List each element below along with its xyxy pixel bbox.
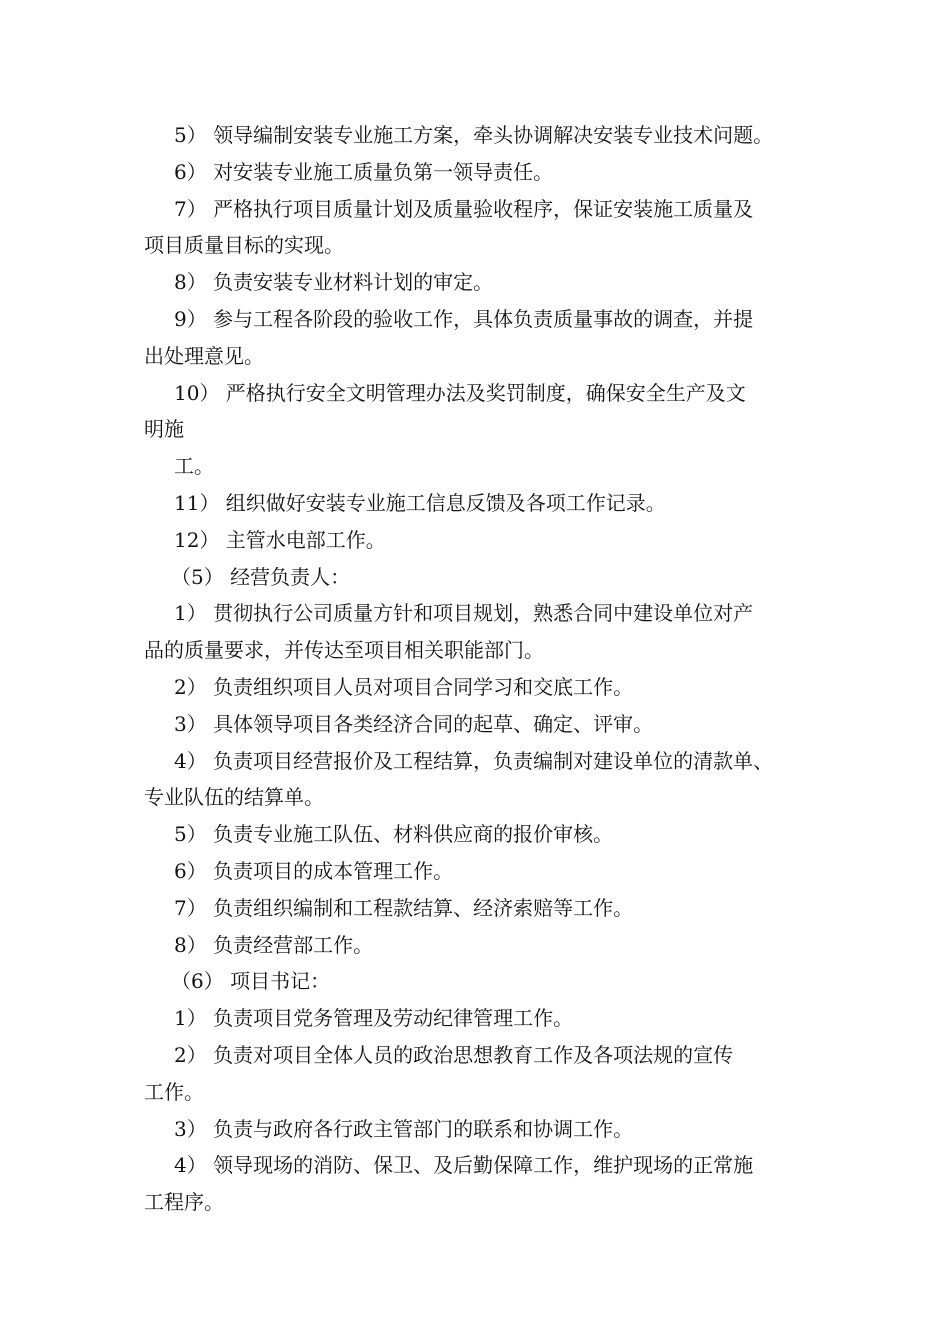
text-line: 2） 负责对项目全体人员的政治思想教育工作及各项法规的宣传 <box>174 1042 734 1067</box>
text-line: 3） 负责与政府各行政主管部门的联系和协调工作。 <box>174 1116 634 1141</box>
text-line: 工。 <box>174 454 214 479</box>
text-line: 6） 对安装专业施工质量负第一领导责任。 <box>174 159 554 184</box>
text-line: 工作。 <box>144 1079 204 1104</box>
text-line: 1） 贯彻执行公司质量方针和项目规划，熟悉合同中建设单位对产 <box>174 601 754 626</box>
text-line: 7） 严格执行项目质量计划及质量验收程序，保证安装施工质量及 <box>174 196 754 221</box>
text-line: 8） 负责经营部工作。 <box>174 932 374 957</box>
text-line: 品的质量要求，并传达至项目相关职能部门。 <box>144 638 544 663</box>
text-line: 出处理意见。 <box>144 343 264 368</box>
text-line: 1） 负责项目党务管理及劳动纪律管理工作。 <box>174 1006 574 1031</box>
text-line: （5） 经营负责人： <box>171 564 351 589</box>
text-line: 明施 <box>144 417 184 442</box>
text-line: 9） 参与工程各阶段的验收工作，具体负责质量事故的调查，并提 <box>174 306 754 331</box>
text-line: （6） 项目书记： <box>171 969 331 994</box>
text-line: 项目质量目标的实现。 <box>144 233 344 258</box>
text-line: 4） 领导现场的消防、保卫、及后勤保障工作，维护现场的正常施 <box>174 1153 754 1178</box>
text-line: 6） 负责项目的成本管理工作。 <box>174 858 454 883</box>
text-line: 7） 负责组织编制和工程款结算、经济索赔等工作。 <box>174 895 634 920</box>
text-line: 11） 组织做好安装专业施工信息反馈及各项工作记录。 <box>174 490 666 515</box>
document-body <box>144 117 824 1221</box>
text-line: 8） 负责安装专业材料计划的审定。 <box>174 270 494 295</box>
text-line: 10） 严格执行安全文明管理办法及奖罚制度，确保安全生产及文 <box>174 380 746 405</box>
text-line: 5） 领导编制安装专业施工方案，牵头协调解决安装专业技术问题。 <box>174 123 774 147</box>
text-line: 2） 负责组织项目人员对项目合同学习和交底工作。 <box>174 674 634 699</box>
text-line: 12） 主管水电部工作。 <box>174 527 386 552</box>
text-line: 工程序。 <box>144 1190 224 1215</box>
text-line: 专业队伍的结算单。 <box>144 785 324 810</box>
text-line: 4） 负责项目经营报价及工程结算，负责编制对建设单位的清款单、 <box>174 748 774 773</box>
text-line: 5） 负责专业施工队伍、材料供应商的报价审核。 <box>174 822 614 847</box>
text-line: 3） 具体领导项目各类经济合同的起草、确定、评审。 <box>174 711 654 736</box>
